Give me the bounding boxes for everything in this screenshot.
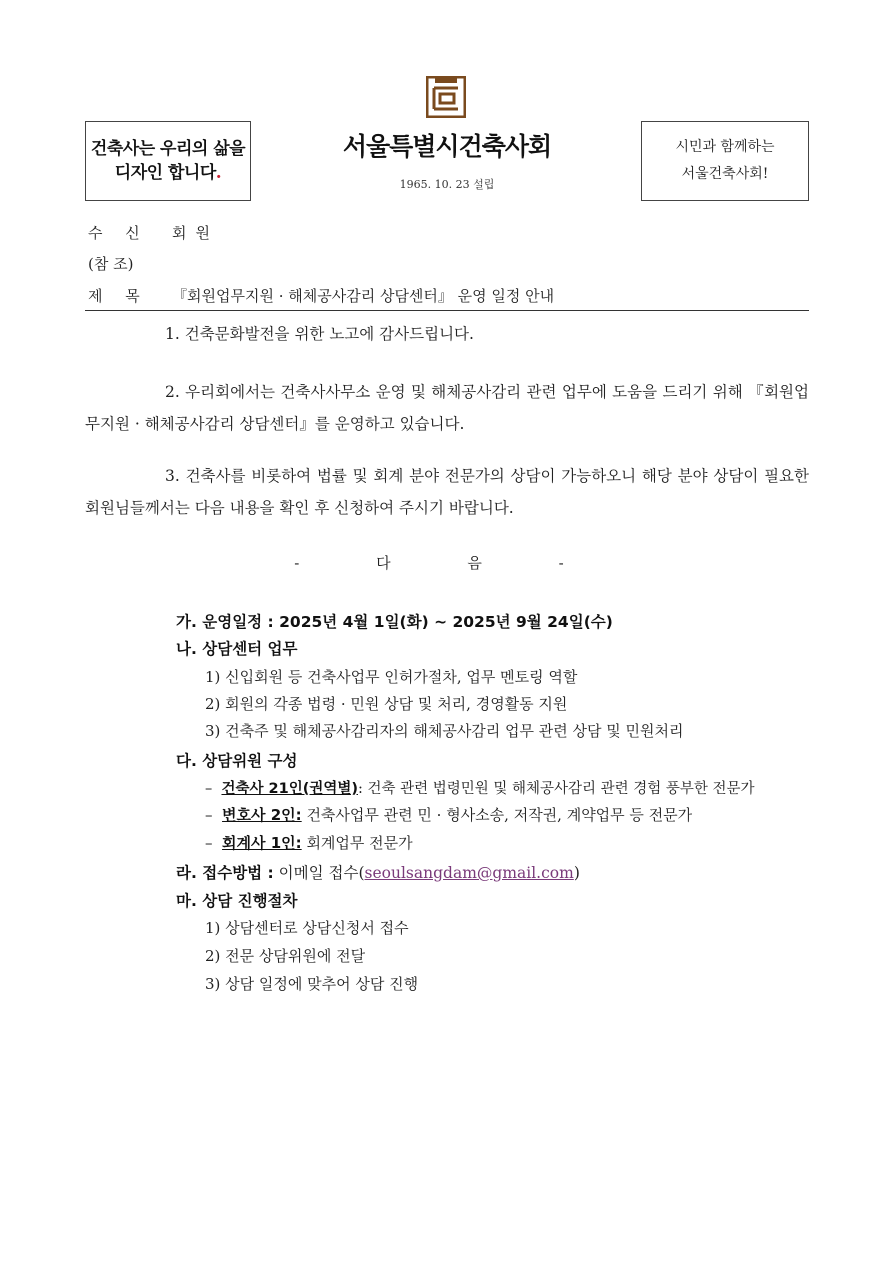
da-eum-heading: - 다 음 - bbox=[294, 554, 600, 572]
subject-label: 제 목 bbox=[88, 287, 149, 305]
org-name: 서울특별시건축사회 bbox=[342, 132, 552, 161]
slogan-text: 건축사는 우리의 삶을 디자인 합니다. bbox=[90, 139, 246, 183]
reference-label: (참 조) bbox=[88, 255, 134, 273]
architects-count: 건축사 21인(권역별) bbox=[221, 781, 358, 797]
application-title: 라. 접수방법 : bbox=[176, 864, 274, 882]
recipient-label: 수 신 bbox=[88, 224, 149, 242]
slogan-box bbox=[85, 121, 251, 201]
center-duties-title: 나. 상담센터 업무 bbox=[176, 640, 298, 658]
email-link[interactable]: seoulsangdam@gmail.com bbox=[364, 864, 574, 882]
application-line: 라. 접수방법 : 이메일 접수(seoulsangdam@gmail.com) bbox=[176, 864, 580, 882]
procedure-item-3: 3) 상담 일정에 맞추어 상담 진행 bbox=[205, 975, 419, 993]
procedure-item-1: 1) 상담센터로 상담신청서 접수 bbox=[205, 919, 409, 937]
established-date: 1965. 10. 23 설립 bbox=[399, 178, 495, 191]
procedure-item-2: 2) 전문 상담위원에 전달 bbox=[205, 947, 366, 965]
committee-item-accountants: – 회계사 1인: 회계업무 전문가 bbox=[205, 834, 413, 852]
header-divider bbox=[85, 310, 809, 311]
committee-title: 다. 상담위원 구성 bbox=[176, 752, 298, 770]
accountants-count: 회계사 1인: bbox=[222, 834, 302, 852]
duty-item-2: 2) 회원의 각종 법령 · 민원 상담 및 처리, 경영활동 지원 bbox=[205, 695, 568, 713]
subject-row bbox=[88, 285, 554, 306]
motto-box: 시민과 함께하는 서울건축사회! bbox=[641, 121, 809, 201]
schedule-line: 가. 운영일정 : 2025년 4월 1일(화) ~ 2025년 9월 24일(수) bbox=[176, 613, 613, 631]
recipient-row bbox=[88, 222, 219, 243]
committee-item-lawyers: – 변호사 2인: 건축사업무 관련 민 · 형사소송, 저작권, 계약업무 등 전문가 bbox=[205, 806, 693, 824]
reference-row bbox=[88, 253, 133, 274]
duty-item-3: 3) 건축주 및 해체공사감리자의 해체공사감리 업무 관련 상담 및 민원처리 bbox=[205, 722, 684, 740]
paragraph-1: 1. 건축문화발전을 위한 노고에 감사드립니다. bbox=[165, 325, 474, 343]
lawyers-count: 변호사 2인: bbox=[222, 806, 302, 824]
recipient-value: 회원 bbox=[172, 224, 219, 242]
procedure-title: 마. 상담 진행절차 bbox=[176, 892, 298, 910]
paragraph-2: 2. 우리회에서는 건축사사무소 운영 및 해체공사감리 관련 업무에 도움을 드리기 위해 『회원업무지원 · 해체공사감리 상담센터』를 운영하고 있습니다. bbox=[85, 383, 809, 433]
subject-value: 『회원업무지원 · 해체공사감리 상담센터』 운영 일정 안내 bbox=[172, 287, 555, 305]
paragraph-3: 3. 건축사를 비롯하여 법률 및 회계 분야 전문가의 상담이 가능하오니 해당 분야 상담이 필요한 회원님들께서는 다음 내용을 확인 후 신청하여 주시기 바랍니다. bbox=[85, 467, 809, 517]
slogan-dot: . bbox=[215, 163, 222, 183]
seoul-architects-logo-icon bbox=[426, 76, 466, 118]
duty-item-1: 1) 신입회원 등 건축사업무 인허가절차, 업무 멘토링 역할 bbox=[205, 668, 578, 686]
committee-item-architects: – 건축사 21인(권역별): 건축 관련 법령민원 및 해체공사감리 관련 경험 풍부한 전문가 bbox=[205, 781, 755, 797]
